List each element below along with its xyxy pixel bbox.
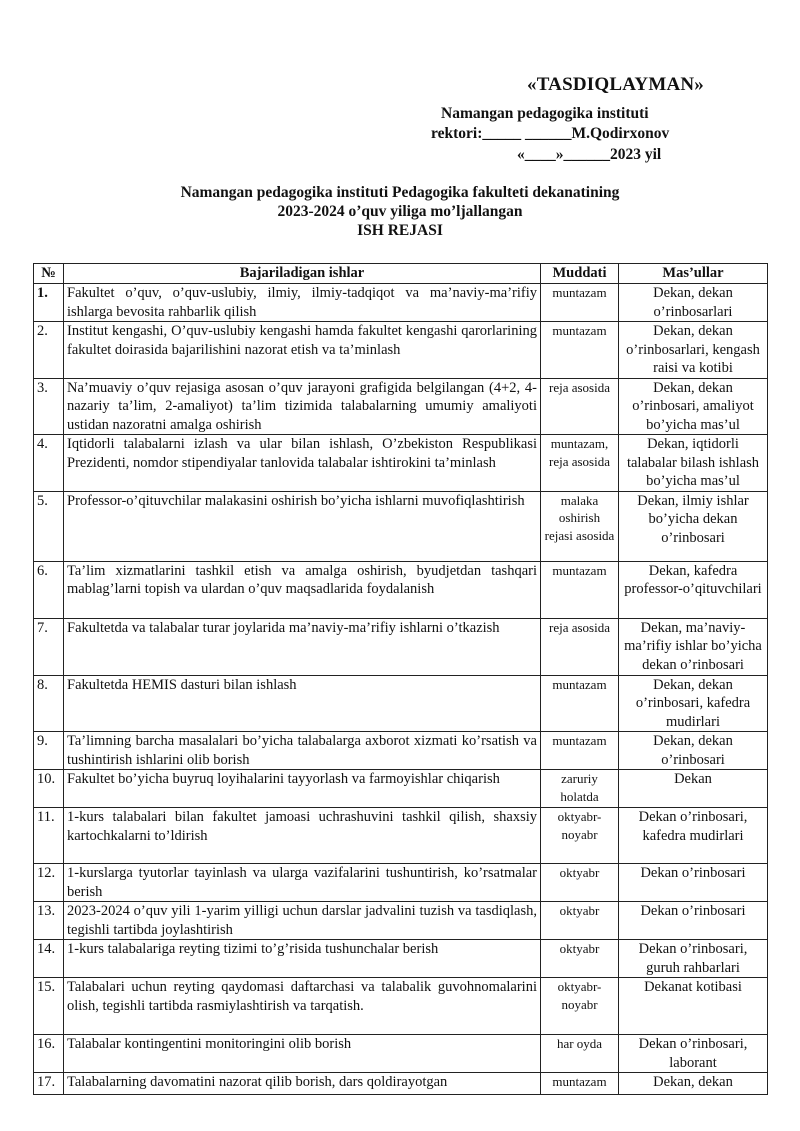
row-term: oktyabr-noyabr [541, 808, 619, 864]
approval-institute: Namangan pedagogika instituti [441, 105, 649, 122]
row-term: muntazam, reja asosida [541, 435, 619, 492]
row-task: Ta’lim xizmatlarini tashkil etish va amalga oshirish, byudjetdan tashqari mablag’larni topish va ulardan o’quv maqsadlarida foydalanish [64, 561, 541, 618]
table-row [34, 940, 768, 978]
header-responsible: Mas’ullar [619, 264, 768, 284]
table-row [34, 902, 768, 940]
row-term: oktyabr [541, 864, 619, 902]
row-term: zaruriy holatda [541, 770, 619, 808]
row-number: 1. [34, 284, 64, 322]
table-row [34, 732, 768, 770]
row-responsible: Dekan o’rinbosari [619, 902, 768, 940]
table-row [34, 491, 768, 561]
row-number: 2. [34, 322, 64, 379]
row-task: Na’muaviy o’quv rejasiga asosan o’quv jarayoni grafigida belgilangan (4+2, 4-nazariy ta’lim, 2-amaliyot) ta’lim tizimida talabalarning umumiy amaliyoti ustidan nazoratni amalga oshirish [64, 378, 541, 435]
table-header-row [34, 264, 768, 284]
header-tasks: Bajariladigan ishlar [64, 264, 541, 284]
row-responsible: Dekan, dekan o’rinbosari, amaliyot bo’yicha mas’ul [619, 378, 768, 435]
table-row [34, 618, 768, 675]
row-number: 6. [34, 561, 64, 618]
row-task: Talabalari uchun reyting qaydomasi daftarchasi va talabalik guvohnomalarini olish, tegishli tartibda rasmiylashtirish va tarqatish. [64, 978, 541, 1035]
row-number: 4. [34, 435, 64, 492]
row-number: 15. [34, 978, 64, 1035]
row-number: 10. [34, 770, 64, 808]
row-responsible: Dekan o’rinbosari, guruh rahbarlari [619, 940, 768, 978]
row-responsible: Dekan, dekan o’rinbosarlari [619, 284, 768, 322]
row-task: Fakultet bo’yicha buyruq loyihalarini tayyorlash va farmoyishlar chiqarish [64, 770, 541, 808]
table-row [34, 808, 768, 864]
row-responsible: Dekan, kafedra professor-o’qituvchilari [619, 561, 768, 618]
row-task: Professor-o’qituvchilar malakasini oshirish bo’yicha ishlarni muvofiqlashtirish [64, 491, 541, 561]
header-term: Muddati [541, 264, 619, 284]
row-term: malaka oshirish rejasi asosida [541, 491, 619, 561]
row-task: 1-kurs talabalariga reyting tizimi to’g’risida tushunchalar berish [64, 940, 541, 978]
row-responsible: Dekanat kotibasi [619, 978, 768, 1035]
table-body [34, 284, 768, 1095]
row-number: 9. [34, 732, 64, 770]
approval-rector-line: rektori:_____ ______M.Qodirxonov [431, 125, 670, 142]
row-responsible: Dekan, iqtidorli talabalar bilash ishlash bo’yicha mas’ul [619, 435, 768, 492]
row-term: muntazam [541, 1073, 619, 1095]
row-term: muntazam [541, 284, 619, 322]
row-task: Iqtidorli talabalarni izlash va ular bilan ishlash, O’zbekiston Respublikasi Prezidenti, nomdor stipendiyalar tanlovida talabalar ishtirokini ta’minlash [64, 435, 541, 492]
row-responsible: Dekan o’rinbosari, laborant [619, 1035, 768, 1073]
row-task: 1-kurslarga tyutorlar tayinlash va ularga vazifalarini tushuntirish, ko’rsatmalar berish [64, 864, 541, 902]
table-row [34, 284, 768, 322]
row-task: Institut kengashi, O’quv-uslubiy kengashi hamda fakultet kengashi qarorlarining fakultet doirasida bajarilishini nazorat etish va ta’minlash [64, 322, 541, 379]
row-number: 11. [34, 808, 64, 864]
row-number: 3. [34, 378, 64, 435]
row-term: reja asosida [541, 378, 619, 435]
row-term: muntazam [541, 675, 619, 732]
row-responsible: Dekan o’rinbosari [619, 864, 768, 902]
table-row [34, 561, 768, 618]
approval-title: «TASDIQLAYMAN» [527, 74, 704, 95]
table-row [34, 864, 768, 902]
table-row [34, 378, 768, 435]
heading-line-3: ISH REJASI [357, 222, 443, 239]
row-number: 5. [34, 491, 64, 561]
row-responsible: Dekan [619, 770, 768, 808]
row-responsible: Dekan, dekan o’rinbosarlari, kengash raisi va kotibi [619, 322, 768, 379]
approval-date-line: «____»______2023 yil [517, 146, 662, 163]
table-row [34, 322, 768, 379]
row-task: Ta’limning barcha masalalari bo’yicha talabalarga axborot xizmati ko’rsatish va tushintirish ishlarini olib borish [64, 732, 541, 770]
row-responsible: Dekan, dekan o’rinbosari [619, 732, 768, 770]
row-responsible: Dekan o’rinbosari, kafedra mudirlari [619, 808, 768, 864]
row-task: Fakultetda va talabalar turar joylarida ma’naviy-ma’rifiy ishlarni o’tkazish [64, 618, 541, 675]
row-number: 8. [34, 675, 64, 732]
row-responsible: Dekan, ilmiy ishlar bo’yicha dekan o’rinbosari [619, 491, 768, 561]
row-responsible: Dekan, ma’naviy-ma’rifiy ishlar bo’yicha dekan o’rinbosari [619, 618, 768, 675]
heading-line-2: 2023-2024 o’quv yiliga mo’ljallangan [277, 203, 523, 220]
table-row [34, 675, 768, 732]
table-row [34, 978, 768, 1035]
row-task: Talabalar kontingentini monitoringini olib borish [64, 1035, 541, 1073]
table-row [34, 1035, 768, 1073]
row-term: muntazam [541, 322, 619, 379]
row-number: 17. [34, 1073, 64, 1095]
table-row [34, 1073, 768, 1095]
row-term: oktyabr-noyabr [541, 978, 619, 1035]
header-number: № [34, 264, 64, 284]
row-term: har oyda [541, 1035, 619, 1073]
work-plan-table [33, 263, 768, 1095]
row-task: Talabalarning davomatini nazorat qilib borish, dars qoldirayotgan [64, 1073, 541, 1095]
heading-line-1: Namangan pedagogika instituti Pedagogika fakulteti dekanatining [180, 184, 620, 201]
row-number: 12. [34, 864, 64, 902]
row-responsible: Dekan, dekan [619, 1073, 768, 1095]
table-row [34, 770, 768, 808]
row-term: oktyabr [541, 940, 619, 978]
row-number: 16. [34, 1035, 64, 1073]
row-number: 7. [34, 618, 64, 675]
row-number: 13. [34, 902, 64, 940]
row-task: 2023-2024 o’quv yili 1-yarim yilligi uchun darslar jadvalini tuzish va tasdiqlash, tegishli tartibda joylashtirish [64, 902, 541, 940]
row-term: muntazam [541, 732, 619, 770]
row-number: 14. [34, 940, 64, 978]
approval-block [0, 70, 800, 165]
row-task: Fakultetda HEMIS dasturi bilan ishlash [64, 675, 541, 732]
row-term: muntazam [541, 561, 619, 618]
document-heading [0, 183, 800, 240]
table-row [34, 435, 768, 492]
row-responsible: Dekan, dekan o’rinbosari, kafedra mudirlari [619, 675, 768, 732]
row-task: Fakultet o’quv, o’quv-uslubiy, ilmiy, ilmiy-tadqiqot va ma’naviy-ma’rifiy ishlarga bevosita rahbarlik qilish [64, 284, 541, 322]
row-term: reja asosida [541, 618, 619, 675]
row-term: oktyabr [541, 902, 619, 940]
row-task: 1-kurs talabalari bilan fakultet jamoasi uchrashuvini tashkil qilish, shaxsiy kartochkalarni to’ldirish [64, 808, 541, 864]
